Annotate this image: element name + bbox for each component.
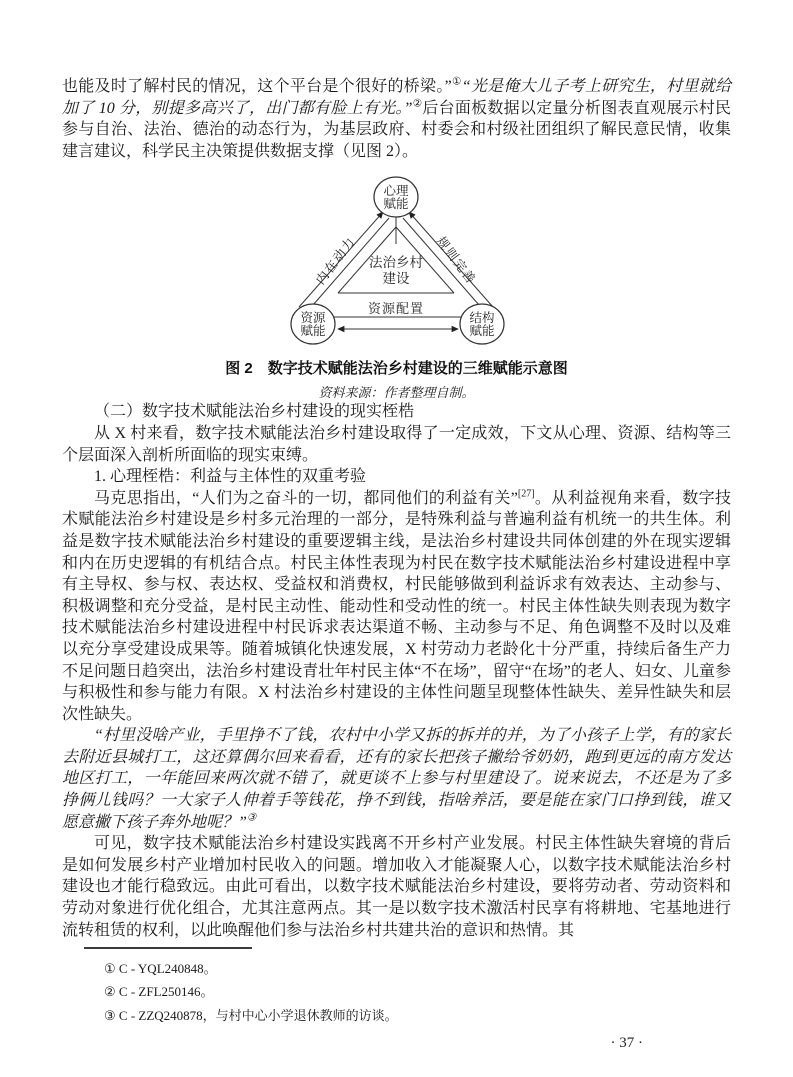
- node-structural-label-line2: 赋能: [468, 324, 495, 339]
- footnote-ref-2: ②: [412, 98, 423, 110]
- footnote-1: ① C - YQL240848。: [104, 960, 217, 976]
- footnote-separator: [84, 947, 252, 949]
- node-psychological-label-line2: 赋能: [382, 197, 409, 212]
- para1-text-2: 后台面板数据以定量分析图表直观展示村民参与自治、法治、德治的动态行为，为基层政府、村委会和村级社团组织了解民意民情，收集建言建议，科学民主决策提供数据支撑（见图 2）。: [62, 99, 731, 160]
- edge-right-label: 规则完善: [433, 234, 479, 288]
- footnote-ref-1: ①: [451, 76, 462, 88]
- footnote-3: ③ C - ZZQ240878，与村中心小学退休教师的访谈。: [104, 1007, 398, 1023]
- figure-source: 资料来源：作者整理自制。: [318, 385, 475, 401]
- footnote-area: [62, 947, 731, 1027]
- figure-2: [62, 170, 731, 401]
- numbered-heading: 1. 心理桎梏：利益与主体性的双重考验: [94, 468, 367, 486]
- node-structural-label-line1: 结构: [468, 311, 495, 326]
- citation-ref-27: [27]: [517, 488, 535, 500]
- paragraph-continuation: [62, 76, 731, 162]
- paragraph-marx: [62, 488, 731, 726]
- edge-bottom-label: 资源配置: [367, 301, 424, 317]
- center-label-line2: 建设: [382, 271, 409, 287]
- para3-text-1: 马克思指出，“人们为之奋斗的一切，都同他们的利益有关”: [94, 489, 518, 507]
- center-label-line1b: 法治乡村: [368, 255, 423, 271]
- para1-quote: “光是俺大儿子考上研究生，村里就给加了 10 分，别提多高兴了，出门都有脸上有光。”: [62, 78, 731, 117]
- node-resource-label-line2: 赋能: [299, 324, 326, 339]
- paragraph-overview: 从 X 村来看，数字技术赋能法治乡村建设取得了一定成效，下文从心理、资源、结构等三个层面深入剖析所面临的现实束缚。: [62, 424, 731, 464]
- interview-quote: [62, 725, 731, 833]
- paragraph-conclusion: 可见，数字技术赋能法治乡村建设实践离不开乡村产业发展。村民主体性缺失窘境的背后是如何发展乡村产业增加村民收入的问题。增加收入才能凝聚人心，以数字技术赋能法治乡村建设也才能行稳致远。由此可看出，以数字技术赋能法治乡村建设，要将劳动者、劳动资料和劳动对象进行优化组合，尤其注意两点。其一是以数字技术激活村民享有将耕地、宅基地进行流转租赁的权利，以此唤醒他们参与法治乡村共建共治的意识和热情。其: [62, 835, 731, 939]
- subsection-heading: （二）数字技术赋能法治乡村建设的现实桎梏: [94, 403, 415, 421]
- page-number: · 37 ·: [610, 1035, 643, 1052]
- footnote-ref-3: ③: [246, 812, 257, 824]
- quote-text: “村里没啥产业，手里挣不了钱，农村中小学又拆的拆并的并，为了小孩子上学，有的家长去附近县城打工，这还算偶尔回来看看，还有的家长把孩子撇给爷奶奶，跑到更远的南方发达地区打工，一年能回来两次就不错了，就更谈不上参与村里建设了。说来说去，不还是为了多挣俩儿钱吗？一大家子人伸着手等钱花，挣不到钱，指啥养活，要是能在家门口挣到钱，谁又愿意撇下孩子奔外地呢？”: [62, 727, 731, 831]
- empowerment-triangle-diagram: [281, 170, 531, 352]
- footnote-2: ② C - ZFL250146。: [104, 984, 214, 1000]
- figure-caption: 图 2 数字技术赋能法治乡村建设的三维赋能示意图: [225, 360, 568, 378]
- edge-left-label: 内在动力: [312, 234, 358, 288]
- para1-text-1: 也能及时了解村民的情况，这个平台是个很好的桥梁。”: [62, 78, 452, 95]
- node-psychological-label-line1: 心理: [382, 184, 409, 199]
- para3-text-2: 。从利益视角来看，数字技术赋能法治乡村建设是乡村多元治理的一部分，是特殊利益与普遍利益有机统一的共生体。利益是数字技术赋能法治乡村建设的重要逻辑主线，是法治乡村建设共同体创建的外在现实逻辑和内在历史逻辑的有机结合点。村民主体性表现为村民在数字技术赋能法治乡村建设进程中享有主导权、参与权、表达权、受益权和消费权，村民能够做到利益诉求有效表达、主动参与、积极调整和充分受益，是村民主动性、能动性和受动性的统一。村民主体性缺失则表现为数字技术赋能法治乡村建设进程中村民诉求表达渠道不畅、主动参与不足、角色调整不及时以及难以充分享受建设成果等。随着城镇化快速发展，X 村劳动力老龄化十分严重，持续后备生产力不足问题日趋突出，法治乡村建设青壮年村民主体“不在场”，留守“在场”的老人、妇女、儿童参与积极性和参与能力有限。X 村法治乡村建设的主体性问题呈现整体性缺失、差异性缺失和层次性缺失。: [62, 489, 731, 723]
- node-resource-label-line1: 资源: [299, 311, 326, 326]
